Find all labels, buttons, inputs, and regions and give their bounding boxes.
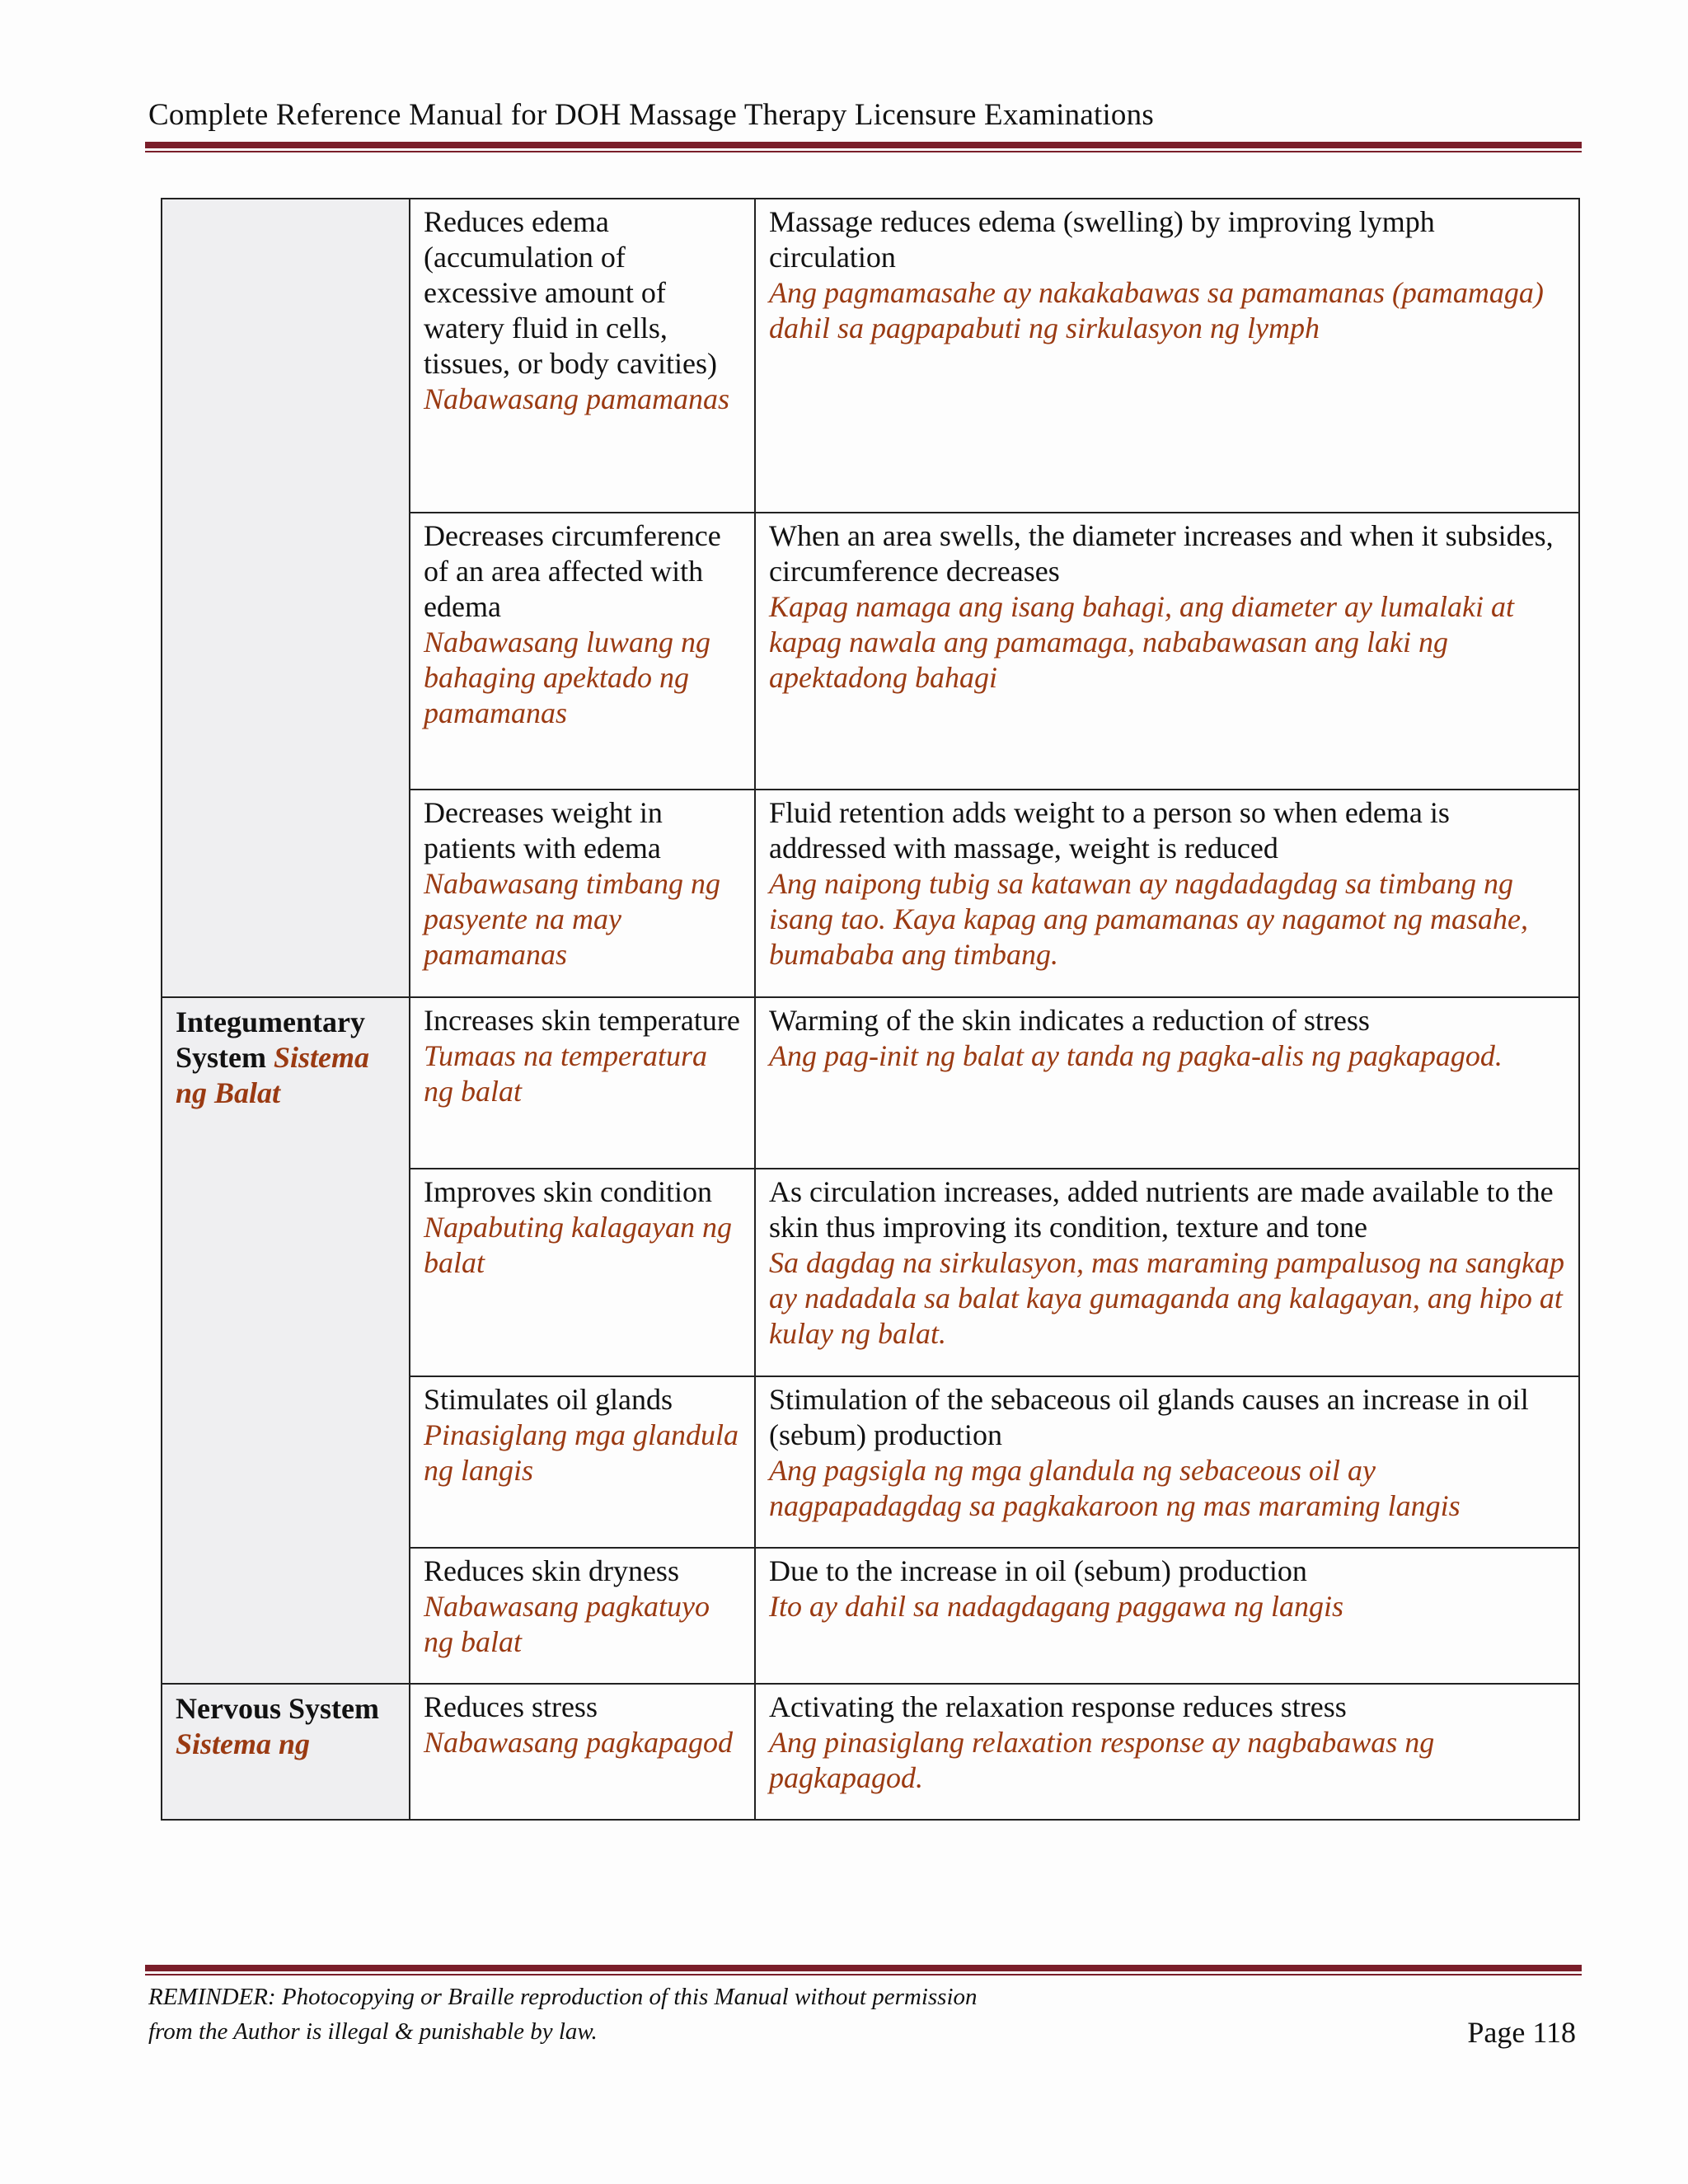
reason-cell bbox=[755, 199, 1579, 513]
page-title: Complete Reference Manual for DOH Massage Therapy Licensure Examinations bbox=[148, 98, 1154, 132]
effect-tagalog: Nabawasang luwang ng bahaging apektado ng pamamanas bbox=[424, 626, 711, 729]
system-tagalog: Sistema ng bbox=[176, 1727, 311, 1760]
effect-english: Improves skin condition bbox=[424, 1175, 712, 1208]
reason-tagalog: Ang pagsigla ng mga glandula ng sebaceous oil ay nagpapadagdag sa pagkakaroon ng mas maraming langis bbox=[769, 1454, 1461, 1522]
reason-cell bbox=[755, 1684, 1579, 1820]
reason-english: Activating the relaxation response reduces stress bbox=[769, 1690, 1347, 1723]
reason-tagalog: Ang pagmamasahe ay nakakabawas sa pamamanas (pamamaga) dahil sa pagpapabuti ng sirkulasyon ng lymph bbox=[769, 276, 1544, 344]
effect-tagalog: Nabawasang timbang ng pasyente na may pamamanas bbox=[424, 867, 721, 971]
reason-cell bbox=[755, 1376, 1579, 1548]
page-number: Page 118 bbox=[1467, 2016, 1576, 2049]
effect-english: Reduces edema (accumulation of excessive amount of watery fluid in cells, tissues, or body cavities) bbox=[424, 205, 717, 380]
effect-cell bbox=[410, 997, 755, 1169]
effect-cell bbox=[410, 199, 755, 513]
reason-english: Massage reduces edema (swelling) by improving lymph circulation bbox=[769, 205, 1435, 274]
footer-rule bbox=[145, 1965, 1582, 1971]
reason-english: Due to the increase in oil (sebum) production bbox=[769, 1554, 1307, 1587]
table-row bbox=[162, 997, 1579, 1169]
effect-tagalog: Napabuting kalagayan ng balat bbox=[424, 1211, 732, 1279]
reason-cell bbox=[755, 997, 1579, 1169]
footer-reminder bbox=[148, 1980, 978, 2049]
effect-english: Reduces stress bbox=[424, 1690, 598, 1723]
reason-english: When an area swells, the diameter increases and when it subsides, circumference decreases bbox=[769, 519, 1554, 588]
header-rule-thin bbox=[145, 151, 1582, 152]
effect-cell bbox=[410, 1548, 755, 1684]
reason-tagalog: Ito ay dahil sa nadagdagang paggawa ng langis bbox=[769, 1590, 1344, 1623]
effect-cell bbox=[410, 1684, 755, 1820]
reason-english: Fluid retention adds weight to a person so when edema is addressed with massage, weight is reduced bbox=[769, 796, 1450, 865]
reason-cell bbox=[755, 1548, 1579, 1684]
effect-cell bbox=[410, 1169, 755, 1376]
table-row bbox=[162, 199, 1579, 513]
effect-english: Increases skin temperature bbox=[424, 1004, 740, 1037]
effect-cell bbox=[410, 1376, 755, 1548]
system-english: Integumentary System bbox=[176, 1005, 365, 1074]
reminder-line-1: REMINDER: Photocopying or Braille reproduction of this Manual without permission bbox=[148, 1984, 978, 2010]
reason-tagalog: Ang pag-init ng balat ay tanda ng pagka-alis ng pagkapagod. bbox=[769, 1039, 1503, 1072]
header-rule bbox=[145, 142, 1582, 148]
effect-tagalog: Nabawasang pagkapagod bbox=[424, 1726, 734, 1759]
reason-cell bbox=[755, 1169, 1579, 1376]
effect-tagalog: Tumaas na temperatura ng balat bbox=[424, 1039, 708, 1108]
reason-tagalog: Ang pinasiglang relaxation response ay nagbabawas ng pagkapagod. bbox=[769, 1726, 1435, 1794]
effect-english: Stimulates oil glands bbox=[424, 1383, 673, 1416]
reason-english: As circulation increases, added nutrients are made available to the skin thus improving its condition, texture and tone bbox=[769, 1175, 1554, 1244]
system-cell-integumentary bbox=[162, 997, 410, 1684]
effect-cell bbox=[410, 790, 755, 997]
effect-cell bbox=[410, 513, 755, 790]
reason-english: Warming of the skin indicates a reduction of stress bbox=[769, 1004, 1370, 1037]
effect-english: Decreases weight in patients with edema bbox=[424, 796, 663, 865]
reason-cell bbox=[755, 790, 1579, 997]
effect-tagalog: Nabawasang pagkatuyo ng balat bbox=[424, 1590, 710, 1658]
system-cell-nervous bbox=[162, 1684, 410, 1820]
reason-tagalog: Sa dagdag na sirkulasyon, mas maraming pampalusog na sangkap ay nadadala sa balat kaya gumaganda ang kalagayan, ang hipo at kulay ng balat. bbox=[769, 1246, 1565, 1350]
reason-cell bbox=[755, 513, 1579, 790]
effect-tagalog: Pinasiglang mga glandula ng langis bbox=[424, 1418, 739, 1487]
massage-effects-table bbox=[161, 198, 1578, 1821]
effect-tagalog: Nabawasang pamamanas bbox=[424, 382, 730, 415]
footer-rule-thin bbox=[145, 1974, 1582, 1975]
system-english: Nervous System bbox=[176, 1692, 379, 1725]
effects-table bbox=[161, 198, 1580, 1821]
system-cell-continued bbox=[162, 199, 410, 997]
reminder-line-2: from the Author is illegal & punishable by law. bbox=[148, 2018, 598, 2045]
system-tagalog: Sistema ng Balat bbox=[176, 1041, 370, 1109]
reason-tagalog: Kapag namaga ang isang bahagi, ang diameter ay lumalaki at kapag nawala ang pamamaga, nababawasan ang laki ng apektadong bahagi bbox=[769, 590, 1514, 694]
table-row bbox=[162, 1684, 1579, 1820]
effect-english: Reduces skin dryness bbox=[424, 1554, 679, 1587]
effect-english: Decreases circumference of an area affected with edema bbox=[424, 519, 721, 623]
reason-english: Stimulation of the sebaceous oil glands causes an increase in oil (sebum) production bbox=[769, 1383, 1529, 1451]
reason-tagalog: Ang naipong tubig sa katawan ay nagdadagdag sa timbang ng isang tao. Kaya kapag ang pamamanas ay nagamot ng masahe, bumababa ang timbang. bbox=[769, 867, 1528, 971]
